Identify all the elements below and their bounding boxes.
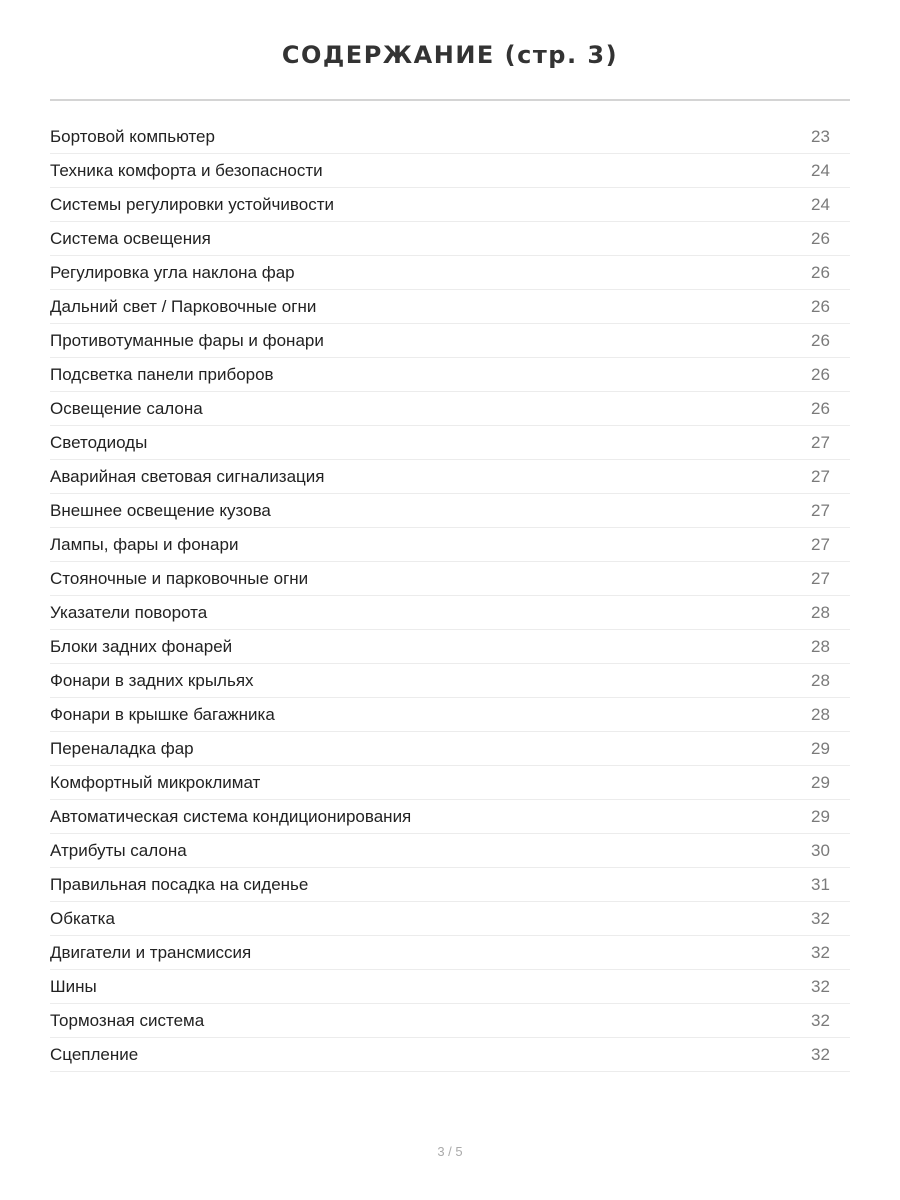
toc-entry-page-number: 26 xyxy=(811,330,830,350)
toc-entry[interactable] xyxy=(50,902,850,936)
toc-entry[interactable] xyxy=(50,426,850,460)
toc-entry-page-number: 31 xyxy=(811,874,830,894)
toc-entry-page-number: 26 xyxy=(811,296,830,316)
toc-entry-page-number: 26 xyxy=(811,398,830,418)
toc-entry[interactable] xyxy=(50,766,850,800)
toc-entry-title: Тормозная система xyxy=(50,1010,205,1030)
toc-entry-title: Подсветка панели приборов xyxy=(50,364,274,384)
toc-entry-title: Комфортный микроклимат xyxy=(50,772,261,792)
toc-entry[interactable] xyxy=(50,154,850,188)
toc-entry[interactable] xyxy=(50,392,850,426)
toc-entry-page-number: 29 xyxy=(811,772,830,792)
toc-entry-title: Система освещения xyxy=(50,228,211,248)
toc-entry-page-number: 29 xyxy=(811,806,830,826)
toc-entry[interactable] xyxy=(50,562,850,596)
toc-entry-title: Обкатка xyxy=(50,908,115,928)
toc-entry[interactable] xyxy=(50,834,850,868)
toc-entry[interactable] xyxy=(50,596,850,630)
toc-entry-page-number: 28 xyxy=(811,636,830,656)
toc-entry-page-number: 26 xyxy=(811,262,830,282)
toc-entry-title: Системы регулировки устойчивости xyxy=(50,194,334,214)
toc-entry-page-number: 32 xyxy=(811,1044,830,1064)
toc-entry[interactable] xyxy=(50,494,850,528)
toc-entry-page-number: 32 xyxy=(811,1010,830,1030)
toc-entry-title: Противотуманные фары и фонари xyxy=(50,330,324,350)
toc-entry[interactable] xyxy=(50,188,850,222)
toc-entry-page-number: 29 xyxy=(811,738,830,758)
toc-entry-page-number: 27 xyxy=(811,568,830,588)
toc-entry-title: Атрибуты салона xyxy=(50,840,187,860)
toc-entry-title: Дальний свет / Парковочные огни xyxy=(50,296,317,316)
toc-entry-page-number: 27 xyxy=(811,534,830,554)
toc-entry-page-number: 26 xyxy=(811,364,830,384)
toc-entry[interactable] xyxy=(50,290,850,324)
page-indicator: 3 / 5 xyxy=(437,1144,463,1159)
toc-entry-title: Освещение салона xyxy=(50,398,203,418)
toc-entry-title: Фонари в крышке багажника xyxy=(50,704,275,724)
toc-entry-title: Аварийная световая сигнализация xyxy=(50,466,325,486)
toc-entry[interactable] xyxy=(50,868,850,902)
toc-entry[interactable] xyxy=(50,698,850,732)
toc-entry-title: Внешнее освещение кузова xyxy=(50,500,271,520)
toc-entry-title: Бортовой компьютер xyxy=(50,126,215,146)
toc-entry[interactable] xyxy=(50,664,850,698)
toc-entry-page-number: 26 xyxy=(811,228,830,248)
toc-entry-title: Двигатели и трансмиссия xyxy=(50,942,252,962)
page-title: СОДЕРЖАНИЕ (стр. 3) xyxy=(281,41,619,69)
toc-entry-title: Регулировка угла наклона фар xyxy=(50,262,295,282)
toc-entry[interactable] xyxy=(50,324,850,358)
toc-entry-title: Техника комфорта и безопасности xyxy=(50,160,323,180)
toc-entry-page-number: 23 xyxy=(811,126,830,146)
toc-entry[interactable] xyxy=(50,1038,850,1072)
toc-entry[interactable] xyxy=(50,970,850,1004)
toc-entry-title: Сцепление xyxy=(50,1044,139,1064)
toc-entry-page-number: 24 xyxy=(811,194,830,214)
toc-entry-page-number: 28 xyxy=(811,704,830,724)
toc-entry-title: Автоматическая система кондиционирования xyxy=(50,806,412,826)
toc-entry-page-number: 24 xyxy=(811,160,830,180)
toc-entry[interactable] xyxy=(50,1004,850,1038)
toc-entry[interactable] xyxy=(50,528,850,562)
toc-entry-title: Лампы, фары и фонари xyxy=(50,534,239,554)
toc-entry-page-number: 32 xyxy=(811,976,830,996)
table-of-contents xyxy=(50,120,850,1072)
title-divider xyxy=(50,99,850,101)
toc-entry-page-number: 27 xyxy=(811,466,830,486)
toc-entry[interactable] xyxy=(50,630,850,664)
toc-entry-page-number: 28 xyxy=(811,670,830,690)
toc-entry-title: Фонари в задних крыльях xyxy=(50,670,254,690)
toc-entry[interactable] xyxy=(50,256,850,290)
toc-entry-page-number: 27 xyxy=(811,500,830,520)
toc-entry[interactable] xyxy=(50,460,850,494)
toc-entry-title: Переналадка фар xyxy=(50,738,194,758)
toc-entry[interactable] xyxy=(50,732,850,766)
toc-entry-title: Стояночные и парковочные огни xyxy=(50,568,309,588)
toc-entry[interactable] xyxy=(50,222,850,256)
toc-entry-page-number: 27 xyxy=(811,432,830,452)
toc-entry[interactable] xyxy=(50,936,850,970)
toc-entry-title: Светодиоды xyxy=(50,432,148,452)
toc-entry-page-number: 32 xyxy=(811,942,830,962)
toc-entry-title: Блоки задних фонарей xyxy=(50,636,233,656)
toc-entry-title: Правильная посадка на сиденье xyxy=(50,874,309,894)
toc-entry-page-number: 30 xyxy=(811,840,830,860)
toc-entry[interactable] xyxy=(50,358,850,392)
toc-entry-page-number: 32 xyxy=(811,908,830,928)
toc-entry-title: Указатели поворота xyxy=(50,602,208,622)
toc-entry[interactable] xyxy=(50,800,850,834)
toc-entry-title: Шины xyxy=(50,976,97,996)
toc-entry[interactable] xyxy=(50,120,850,154)
toc-entry-page-number: 28 xyxy=(811,602,830,622)
